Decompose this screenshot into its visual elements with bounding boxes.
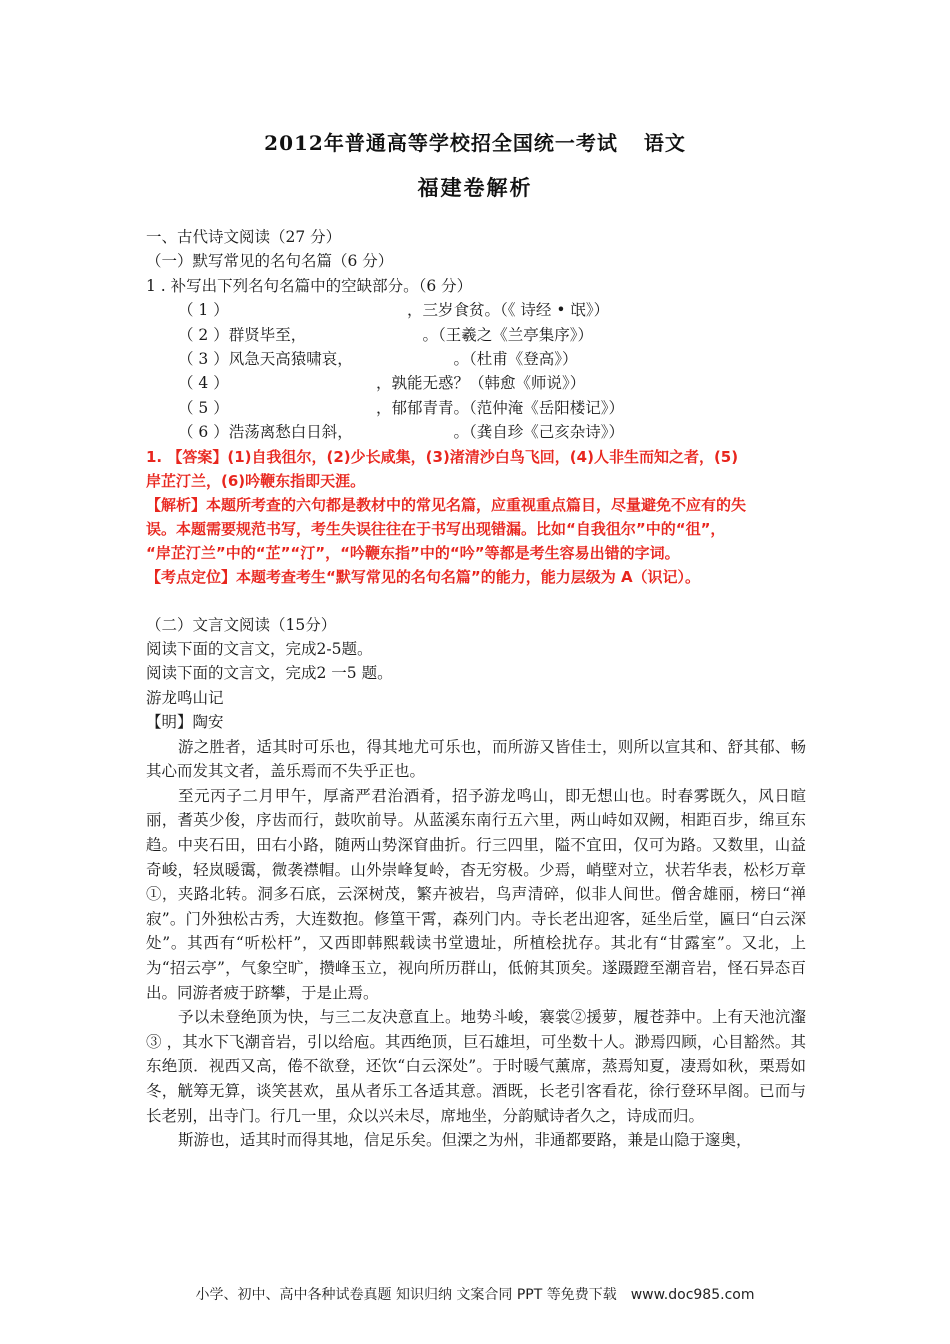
section-heading: 一、古代诗文阅读（27 分） <box>146 228 342 246</box>
fill-item: （ 1 ） ，三岁食贫。（《 诗经 • 氓》） <box>178 301 610 320</box>
answer-line: 1. 【答案】(1)自我徂尔，(2)少长咸集，(3)渚清沙白鸟飞回，(4)人非生而知之者，(5) <box>146 447 739 466</box>
fill-item: （ 4 ） ，孰能无惑？（韩愈《师说》） <box>178 374 586 393</box>
exam-title <box>0 127 950 156</box>
answer-line: 岸芷汀兰，(6)吟鞭东指即天涯。 <box>146 471 366 490</box>
fill-item: （ 3 ）风急天高猿啸哀， 。（杜甫《登高》） <box>178 350 578 369</box>
analysis-line: “岸芷汀兰”中的“芷”“汀”，“吟鞭东指”中的“吟”等都是考生容易出错的字词。 <box>146 543 680 562</box>
subsection-heading: （一）默写常见的名句名篇（6 分） <box>146 252 394 271</box>
question-stem: 1 . 补写出下列名句名篇中的空缺部分。（6 分） <box>146 276 473 295</box>
article-title: 游龙鸣山记 <box>146 688 224 707</box>
exam-title-main: 2012年普通高等学校招全国统一考试 <box>264 131 618 155</box>
instruction: 阅读下面的文言文，完成2 一5 题。 <box>146 664 393 683</box>
document-body <box>146 225 806 1153</box>
analysis-line: 误。本题需要规范书写，考生失误往往在于书写出现错漏。比如“自我徂尔”中的“徂”， <box>146 519 726 538</box>
exam-subtitle: 福建卷解析 <box>417 175 533 200</box>
instruction: 阅读下面的文言文，完成2-5题。 <box>146 640 373 659</box>
article-author: 【明】陶安 <box>146 713 224 732</box>
article-paragraph: 游之胜者，适其时可乐也，得其地尤可乐也，而所游又皆佳士，则所以宣其和、舒其郁、畅其心而发其文者，盖乐焉而不失乎正也。 <box>146 737 806 781</box>
fill-item: （ 2 ）群贤毕至， 。（王羲之《兰亭集序》） <box>178 325 593 344</box>
footer-text: 小学、初中、高中各种试卷真题 知识归纳 文案合同 PPT 等免费下载 www.doc985.com <box>195 1287 755 1303</box>
analysis-line: 【解析】本题所考查的六句都是教材中的常见名篇，应重视重点篇目，尽量避免不应有的失 <box>146 495 747 514</box>
key-point-line: 【考点定位】本题考查考生“默写常见的名句名篇”的能力，能力层级为 A（识记）。 <box>146 567 701 586</box>
article-paragraph: 斯游也，适其时而得其地，信足乐矣。但溧之为州，非通都要路，兼是山隐于邃奥， <box>178 1131 752 1150</box>
article-paragraph: 予以未登绝顶为快，与三二友决意直上。地势斗峻，褰裳②援萝，履苍莽中。上有天池沆瀣③ ，其水下飞潮音岩，引以给庖。其西绝顶，巨石雄坦，可坐数十人。渺焉四顾，心目豁然。其东绝顶．视西又高，倦不欲登，还饮“白云深处”。于时暖气薰席，蒸焉知夏，凄焉如秋，栗焉如冬，觥筹无算，谈笑甚欢，虽从者乐工各适其意。酒既，长老引客看花，徐行登环早阁。已而与长老别，出寺门。行几一里，众以兴未尽，席地坐，分韵赋诗者久之，诗成而归。 <box>146 1008 806 1125</box>
article-paragraph: 至元丙子二月甲午，厚斋严君治酒肴，招予游龙鸣山，即无想山也。时春雾既久，风日暄丽，耆英少俊，序齿而行，鼓吹前导。从蓝溪东南行五六里，两山峙如双阙，相距百步，绵亘东趋。中夹石田，田右小路，随两山势深窅曲折。行三四里，隘不宜田，仅可为路。又数里，山益奇峻，轻岚暖霭，微袭襟帽。山外崇峰复岭，杳无穷极。少焉，峭壁对立，状若华表，松杉万章①，夹路北转。洞多石底，云深树茂，繁卉被岩，鸟声清碎，似非人间世。僧舍雄丽，榜曰“禅寂”。门外独松古秀，大连数抱。修篁干霄，森列门内。寺长老出迎客，延坐后堂，匾曰“白云深处”。其西有“听松杆”，又西即韩熙载读书堂遗址，所植桧扰存。其北有“甘露室”。又北，上为“招云亭”，气象空旷，攒峰玉立，视向所历群山，低俯其顶矣。遂蹑蹬至潮音岩，怪石异态百出。同游者疲于跻攀，于是止焉。 <box>146 786 806 1002</box>
fill-item: （ 6 ）浩荡离愁白日斜， 。（龚自珍《己亥杂诗》） <box>178 423 624 442</box>
fill-item: （ 5 ） ，郁郁青青。（范仲淹《岳阳楼记》） <box>178 398 624 417</box>
answer-block <box>146 445 806 589</box>
subsection-heading: （二）文言文阅读（15分） <box>146 615 337 634</box>
exam-title-subject: 语文 <box>643 131 686 155</box>
